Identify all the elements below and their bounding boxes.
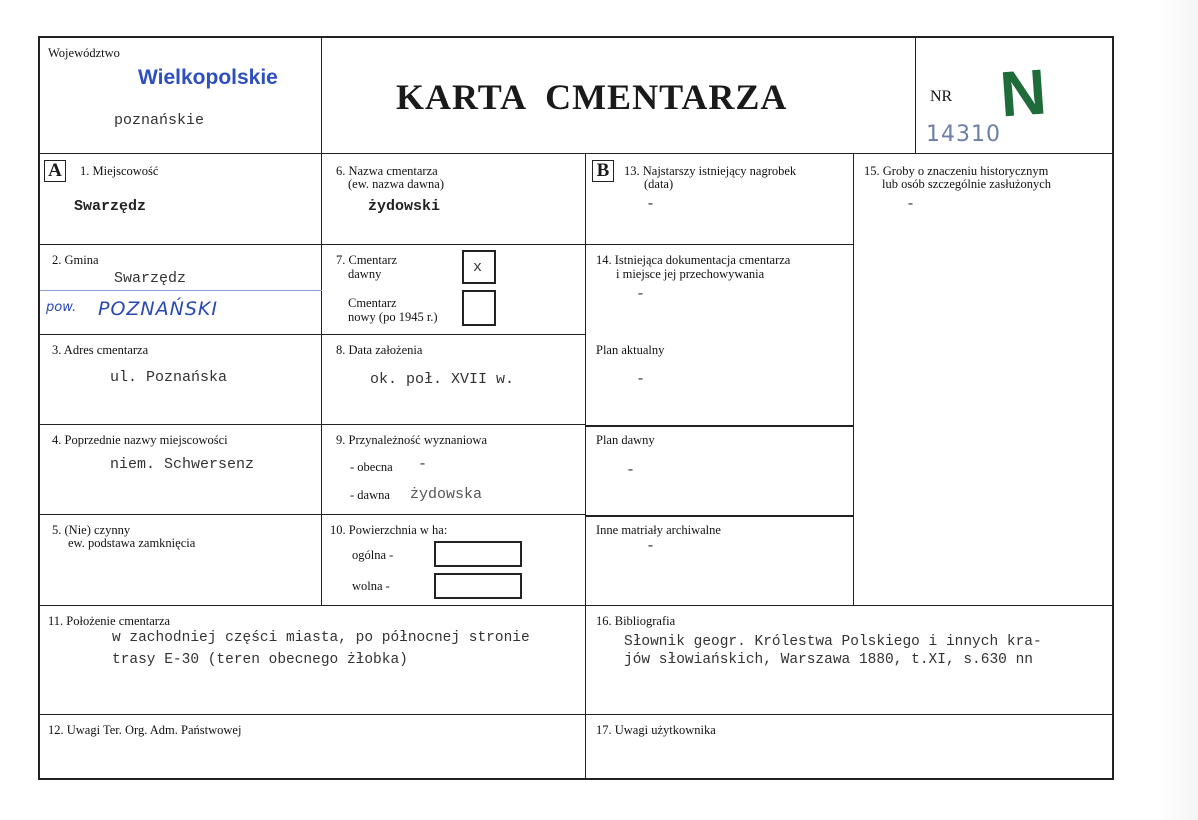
nr-handwritten: 14310 [926, 122, 1001, 147]
field-15-label-1: 15. Groby o znaczeniu historycznym [864, 164, 1049, 178]
field-4-label: 4. Poprzednie nazwy miejscowości [52, 433, 228, 447]
field-14-label-1: 14. Istniejąca dokumentacja cmentarza [596, 253, 791, 267]
field-12-label: 12. Uwagi Ter. Org. Adm. Państwowej [48, 723, 242, 737]
wojewodztwo-label: Województwo [48, 46, 120, 60]
inne-divider [586, 515, 854, 517]
field-9-label: 9. Przynależność wyznaniowa [336, 433, 487, 447]
field-17-label: 17. Uwagi użytkownika [596, 723, 716, 737]
inne-label: Inne matriały archiwalne [596, 523, 721, 537]
field-10-wolna-input[interactable] [434, 573, 522, 599]
field-11-line-2: trasy E-30 (teren obecnego żłobka) [112, 652, 408, 668]
field-9-obecna-value: - [418, 456, 428, 473]
field-16-label: 16. Bibliografia [596, 614, 676, 628]
field-6-label-1: 6. Nazwa cmentarza [336, 164, 438, 178]
field-2-label: 2. Gmina [52, 253, 99, 267]
field-5-label-2: ew. podstawa zamknięcia [68, 536, 196, 550]
field-16-line-2: jów słowiańskich, Warszawa 1880, t.XI, s.630 nn [624, 652, 1033, 668]
checkbox-cmentarz-nowy[interactable] [462, 290, 496, 326]
field-5-label-1: 5. (Nie) czynny [52, 523, 131, 537]
card-title: KARTA CMENTARZA [396, 77, 788, 117]
field-9-obecna-label: - obecna [350, 460, 393, 474]
wojewodztwo-value: poznańskie [114, 112, 205, 129]
plan-aktualny-label: Plan aktualny [596, 343, 665, 357]
section-b-badge: B [592, 160, 614, 182]
nr-label: NR [930, 88, 953, 105]
field-7-label-3: Cmentarz [348, 296, 397, 310]
section-a-badge: A [44, 160, 66, 182]
field-7-label-2: dawny [348, 267, 382, 281]
field-1-value: Swarzędz [74, 198, 147, 215]
field-1-label: 1. Miejscowość [80, 164, 159, 178]
field-14-value: - [636, 286, 646, 303]
field-10-label: 10. Powierzchnia w ha: [330, 523, 448, 537]
field-8-label: 8. Data założenia [336, 343, 423, 357]
field-11-label: 11. Położenie cmentarza [48, 614, 171, 628]
field-15-label-2: lub osób szczególnie zasłużonych [882, 177, 1052, 191]
field-2-rule [40, 290, 322, 291]
cemetery-card [38, 36, 1114, 780]
field-4-value: niem. Schwersenz [110, 456, 255, 473]
field-10-ogolna-label: ogólna - [352, 548, 394, 562]
field-14-label-2: i miejsce jej przechowywania [616, 267, 765, 281]
checkbox-cmentarz-dawny-mark: x [473, 259, 483, 276]
inne-value: - [646, 538, 656, 555]
field-11-line-1: w zachodniej części miasta, po północnej stronie [112, 630, 530, 646]
nr-letter-stamp: N [997, 55, 1049, 131]
plan-aktualny-value: - [636, 371, 646, 388]
paper-edge-shadow [1158, 0, 1198, 820]
field-13-label-1: 13. Najstarszy istniejący nagrobek [624, 164, 797, 178]
field-9-dawna-label: - dawna [350, 488, 390, 502]
plan-dawny-divider [586, 425, 854, 427]
wojewodztwo-stamp: Wielkopolskie [138, 66, 278, 89]
field-6-label-2: (ew. nazwa dawna) [348, 177, 445, 191]
field-16-line-1: Słownik geogr. Królestwa Polskiego i innych kra- [624, 634, 1042, 650]
plan-dawny-label: Plan dawny [596, 433, 655, 447]
field-13-label-2: (data) [644, 177, 674, 191]
field-10-wolna-label: wolna - [352, 579, 390, 593]
field-6-value: żydowski [368, 198, 441, 215]
field-7-label-1: 7. Cmentarz [336, 253, 398, 267]
field-2-hand-value: POZNAŃSKI [98, 298, 218, 320]
field-15-value: - [906, 196, 916, 213]
field-15-cell [854, 154, 1112, 606]
field-8-value: ok. poł. XVII w. [370, 371, 515, 388]
field-7-label-4: nowy (po 1945 r.) [348, 310, 438, 324]
field-2-hand-prefix: pow. [46, 300, 77, 315]
field-13-value: - [646, 196, 656, 213]
field-9-dawna-value: żydowska [410, 486, 483, 503]
field-3-label: 3. Adres cmentarza [52, 343, 149, 357]
field-2-value: Swarzędz [114, 270, 187, 287]
plan-dawny-value: - [626, 462, 636, 479]
field-3-value: ul. Poznańska [110, 369, 228, 386]
field-10-ogolna-input[interactable] [434, 541, 522, 567]
